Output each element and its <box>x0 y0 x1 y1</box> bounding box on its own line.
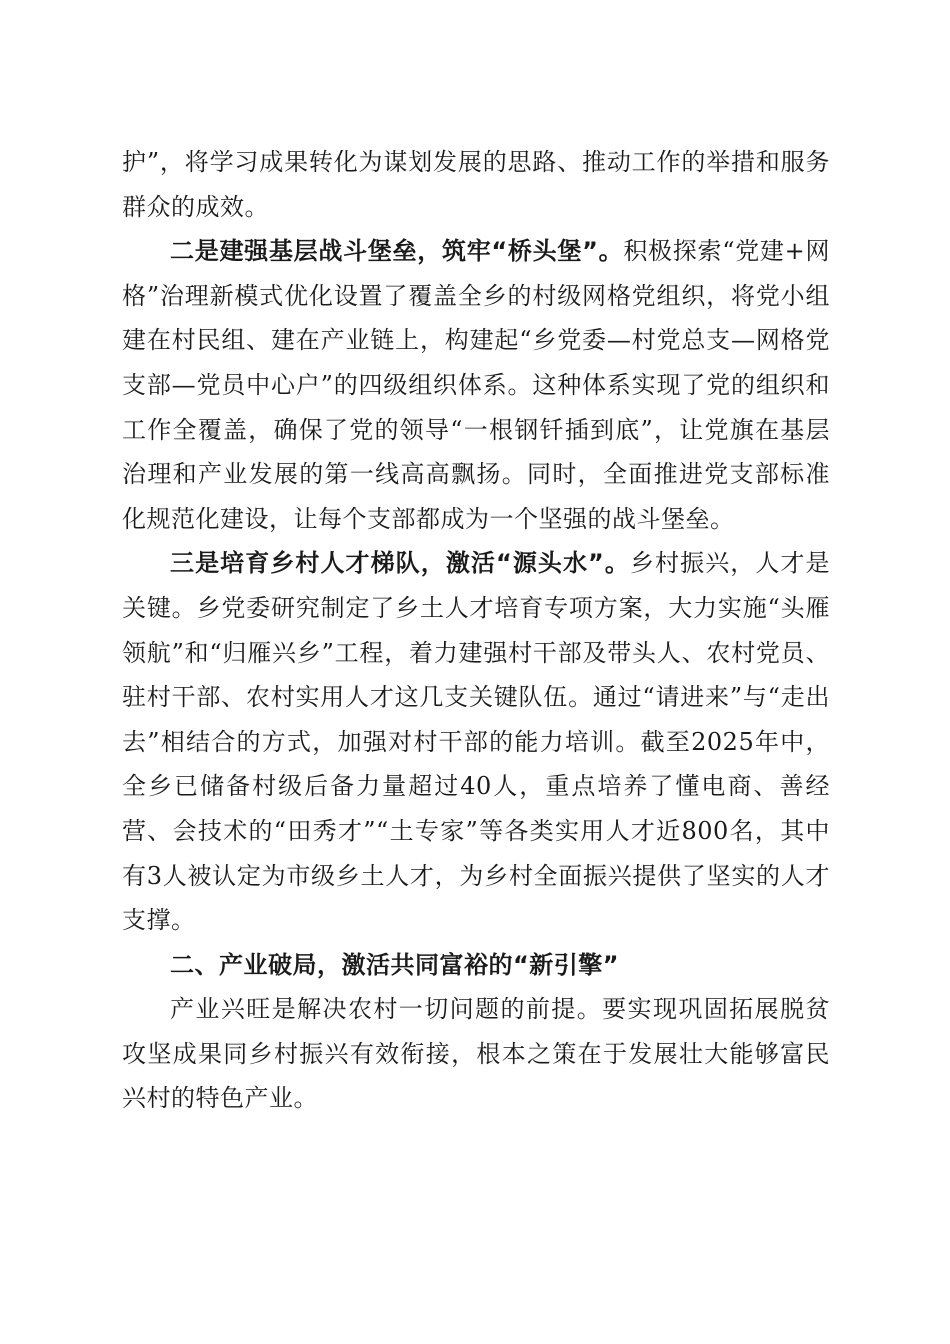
paragraph-lead: 二是建强基层战斗堡垒，筑牢“桥头堡”。 <box>170 237 624 266</box>
paragraph-continuation <box>122 140 830 229</box>
paragraph-industry <box>122 987 830 1121</box>
paragraph-text: 护”，将学习成果转化为谋划发展的思路、推动工作的举措和服务群众的成效。 <box>122 148 830 221</box>
paragraph-talent-pipeline <box>122 541 830 942</box>
paragraph-text: 积极探索“党建+网格”治理新模式优化设置了覆盖全乡的村级网格党组织，将党小组建在村民组、建在产业链上，构建起“乡党委—村党总支—网格党支部—党员中心户”的四级组织体系。这种体系实现了党的组织和工作全覆盖，确保了党的领导“一根钢钎插到底”，让党旗在基层治理和产业发展的第一线高高飘扬。同时，全面推进党支部标准化规范化建设，让每个支部都成为一个坚强的战斗堡垒。 <box>122 237 830 533</box>
paragraph-grassroots-fortress <box>122 229 830 541</box>
paragraph-text: 产业兴旺是解决农村一切问题的前提。要实现巩固拓展脱贫攻坚成果同乡村振兴有效衔接，根本之策在于发展壮大能够富民兴村的特色产业。 <box>122 995 830 1113</box>
section-heading: 二、产业破局，激活共同富裕的“新引擎” <box>170 950 620 979</box>
document-page <box>122 140 830 1121</box>
paragraph-lead: 三是培育乡村人才梯队，激活“源头水”。 <box>170 549 630 578</box>
paragraph-text: 乡村振兴，人才是关键。乡党委研究制定了乡土人才培育专项方案，大力实施“头雁领航”和“归雁兴乡”工程，着力建强村干部及带头人、农村党员、驻村干部、农村实用人才这几支关键队伍。通过“请进来”与“走出去”相结合的方式，加强对村干部的能力培训。截至2025年中，全乡已储备村级后备力量超过40人，重点培养了懂电商、善经营、会技术的“田秀才”“土专家”等各类实用人才近800名，其中有3人被认定为市级乡土人才，为乡村全面振兴提供了坚实的人才支撑。 <box>122 549 831 935</box>
